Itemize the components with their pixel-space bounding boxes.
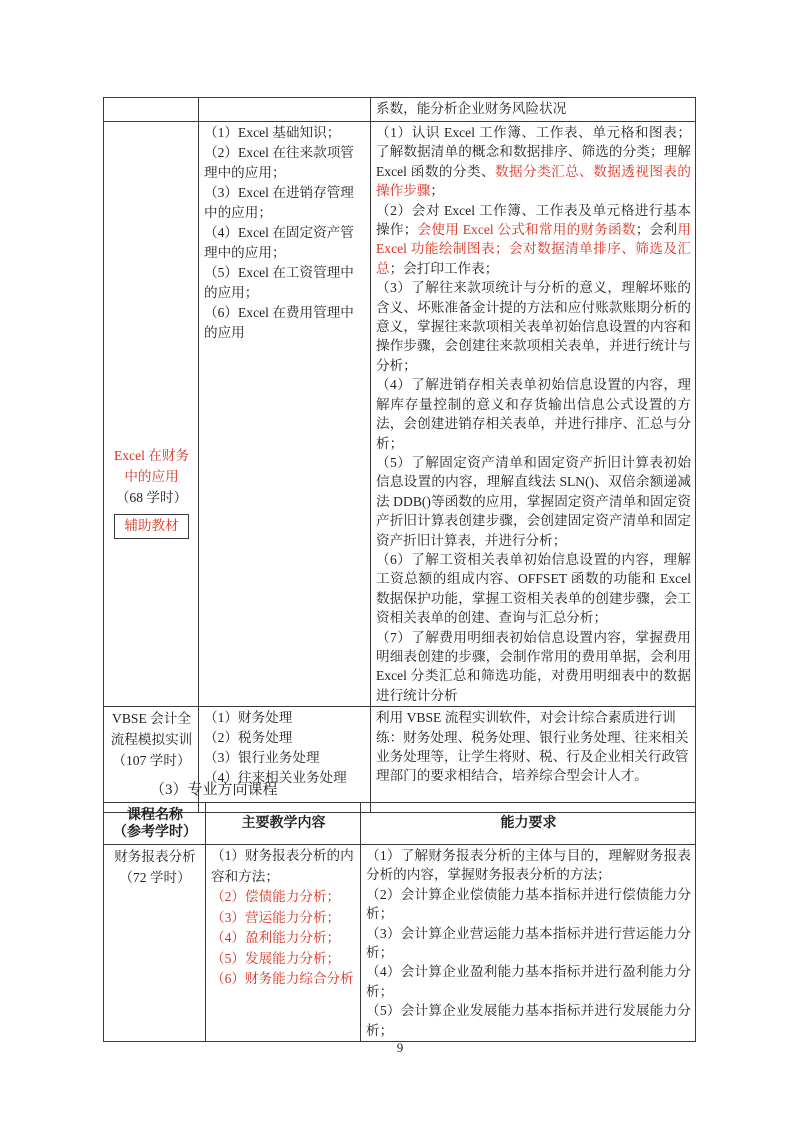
text-segment: 利用 VBSE 流程实训软件，对会计综合素质进行训练：财务处理、税务处理、银行业务处理、往来相关业务处理等，让学生将财、税、行及企业相关行政管理部门的要求相结合，培养综合型会计人才。 [376,710,689,784]
text-segment: （1）财务处理 [204,710,293,726]
course-table-continued [103,97,696,813]
table-row-statement-analysis [104,845,696,1042]
text-segment: （5）会计算企业发展能力基本指标并进行发展能力分析； [366,1003,691,1038]
text-segment: （2）会计算企业偿债能力基本指标并进行偿债能力分析； [366,886,691,922]
text-paragraph [376,375,691,453]
course-title: 财务报表分析 [114,849,196,864]
header-teaching-content [206,803,361,845]
teaching-content-list [204,708,366,788]
text-paragraph [211,928,356,949]
course-name-cell-empty [104,98,199,122]
text-segment: 课程名称 [127,807,183,823]
text-segment: （6）了解工资相关表单初始信息设置的内容，理解工资总额的组成内容、OFFSET 函数的功能和 Excel 数据保护功能，掌握工资相关表单的创建步骤，会工资相关表单的创建、查询与汇总分析； [376,551,691,626]
course-hours: （72 学时） [119,870,191,885]
text-segment: （6）Excel 在费用管理中的应用 [204,305,354,340]
text-segment: 主要教学内容 [241,816,326,831]
header-teaching-content-text [211,815,356,832]
text-paragraph [211,969,356,990]
section-heading: （3）专业方向课程 [150,782,278,798]
text-paragraph [366,885,691,924]
text-segment: （4）会计算企业盈利能力基本指标并进行盈利能力分析； [366,964,691,999]
ability-requirement-list [366,846,691,1040]
course-hours: （107 学时） [112,753,191,769]
text-paragraph [204,123,366,143]
text-segment: 系数，能分析企业财务风险状况 [376,101,567,116]
course-name-block [109,846,201,888]
text-paragraph [366,846,691,885]
text-segment: （7）了解费用明细表初始信息设置内容，掌握费用明细表创建的步骤，会制作常用的费用单据，会利用 Excel 分类汇总和筛选功能，对费用明细表中的数据进行统计分析 [376,629,691,703]
course-hours: （68 学时） [115,490,188,505]
ability-requirement-text [376,708,691,786]
text-segment: （2）税务处理 [204,730,293,746]
teaching-content-list [204,123,366,343]
text-paragraph [204,263,366,303]
text-segment: ；会打印工作表； [389,260,499,276]
text-paragraph [376,708,691,786]
page-number: 9 [396,1040,404,1055]
text-paragraph [366,815,691,832]
emphasis-red-text: （5）发展能力分析； [211,950,341,966]
text-paragraph [211,949,356,970]
ability-requirement-cell [361,845,696,1042]
course-title: Excel 在财务中的应用 [113,448,190,484]
text-paragraph [376,99,691,118]
text-paragraph [204,183,366,223]
header-course-name [104,803,206,845]
teaching-content-cell [206,845,361,1042]
emphasis-red-text: （2）偿债能力分析； [211,889,341,904]
text-segment: （4）了解进销存相关表单初始信息设置的内容，理解库存量控制的意义和存货输出信息公式设置的方法，会创建进销存相关表单，并进行排序、汇总与分析； [376,377,691,451]
emphasis-red-text: 数据分类汇总、数据透视图表的操作步骤 [376,163,692,199]
teaching-content-cell-empty [199,98,371,122]
text-paragraph [376,453,691,550]
course-name-cell [104,845,206,1042]
text-segment: （1）财务报表分析的内容和方法； [211,848,354,884]
table-header-row [104,803,696,845]
table-row-continuation [104,98,696,122]
text-segment: （5）Excel 在工资管理中的应用； [204,265,354,300]
ability-requirement-cell [371,707,696,813]
text-segment: （3）了解往来款项统计与分析的意义，理解坏账的含义、坏账准备金计提的方法和应付账款账期分析的意义，掌握往来款项相关表单初始信息设置的内容和操作步骤，会创建往来款项相关表单，并进行统计与分析； [376,280,691,373]
text-paragraph [204,303,366,343]
header-course-name-text [109,807,201,841]
text-segment: 能力要求 [500,816,557,831]
header-ability-requirement [361,803,696,845]
professional-course-table [103,802,696,1042]
text-paragraph [366,962,691,1001]
text-segment: （1）Excel 基础知识； [204,125,341,140]
table-row-excel-course [104,122,696,707]
header-ability-requirement-text [366,815,691,832]
text-segment: （3）Excel 在进销存管理中的应用； [204,185,354,220]
text-segment: （5）了解固定资产清单和固定资产折旧计算表初始信息设置的内容，理解直线法 SLN()、双倍余额递减法 DDB()等函数的应用，掌握固定资产清单和固定资产折旧计算表创建步骤，会创建固定资产清单和固定资产折旧计算表，并进行分析； [376,454,691,548]
text-paragraph [204,223,366,263]
text-segment: （1）认识 Excel 工作簿、工作表、单元格和图表；了解数据清单的概念和数据排序、筛选的分类；理解 Excel 函数的分类、 [376,125,691,179]
text-paragraph [211,815,356,832]
teaching-content-cell [199,122,371,707]
emphasis-red-text: （6）财务能力综合分析 [211,971,354,986]
requirement-text [376,99,691,118]
text-segment: （4）往来相关业务处理 [204,770,347,786]
text-paragraph [376,201,691,279]
text-paragraph [376,278,691,375]
auxiliary-material-badge: 辅助教材 [114,514,188,539]
course-name-block [109,708,194,771]
teaching-content-list [211,846,356,990]
text-paragraph [109,824,201,841]
text-paragraph [366,1001,691,1040]
text-paragraph [109,807,201,824]
text-segment: （3）银行业务处理 [204,750,320,766]
text-paragraph [211,846,356,887]
text-paragraph [376,123,691,201]
text-segment: （参考学时） [113,824,197,840]
emphasis-red-text: （4）盈利能力分析； [211,930,341,945]
course-name-cell [104,122,199,707]
ability-requirement-cell [371,122,696,707]
emphasis-red-text: 用 Excel 功能绘制图表；会对数据清单排序、筛选及汇总 [376,222,692,276]
text-paragraph [376,628,691,706]
text-segment: （1）了解财务报表分析的主体与目的，理解财务报表分析的内容，掌握财务报表分析的方法； [366,848,691,883]
course-name-block [109,445,194,539]
emphasis-red-text: （3）营运能力分析； [211,909,341,925]
emphasis-red-text: 会使用 Excel 公式和常用的财务函数 [417,222,636,238]
text-segment: ；会利 [635,222,678,238]
text-paragraph [376,550,691,628]
text-segment: （2）会对 Excel 工作簿、工作表及单元格进行基本操作； [376,202,691,238]
text-paragraph [366,924,691,963]
text-segment: （2）Excel 在往来款项管理中的应用； [204,145,354,180]
text-paragraph [204,748,366,768]
text-paragraph [204,143,366,183]
text-paragraph [211,887,356,908]
course-title: VBSE 会计全流程模拟实训 [110,711,193,748]
text-segment: （4）Excel 在固定资产管理中的应用； [204,225,354,260]
text-segment: （3）会计算企业营运能力基本指标并进行营运能力分析； [366,925,691,961]
ability-requirement-cell [371,98,696,122]
text-paragraph [204,728,366,748]
ability-requirement-list [376,123,691,705]
text-paragraph [204,708,366,728]
text-paragraph [211,908,356,929]
text-segment: ； [430,183,444,199]
